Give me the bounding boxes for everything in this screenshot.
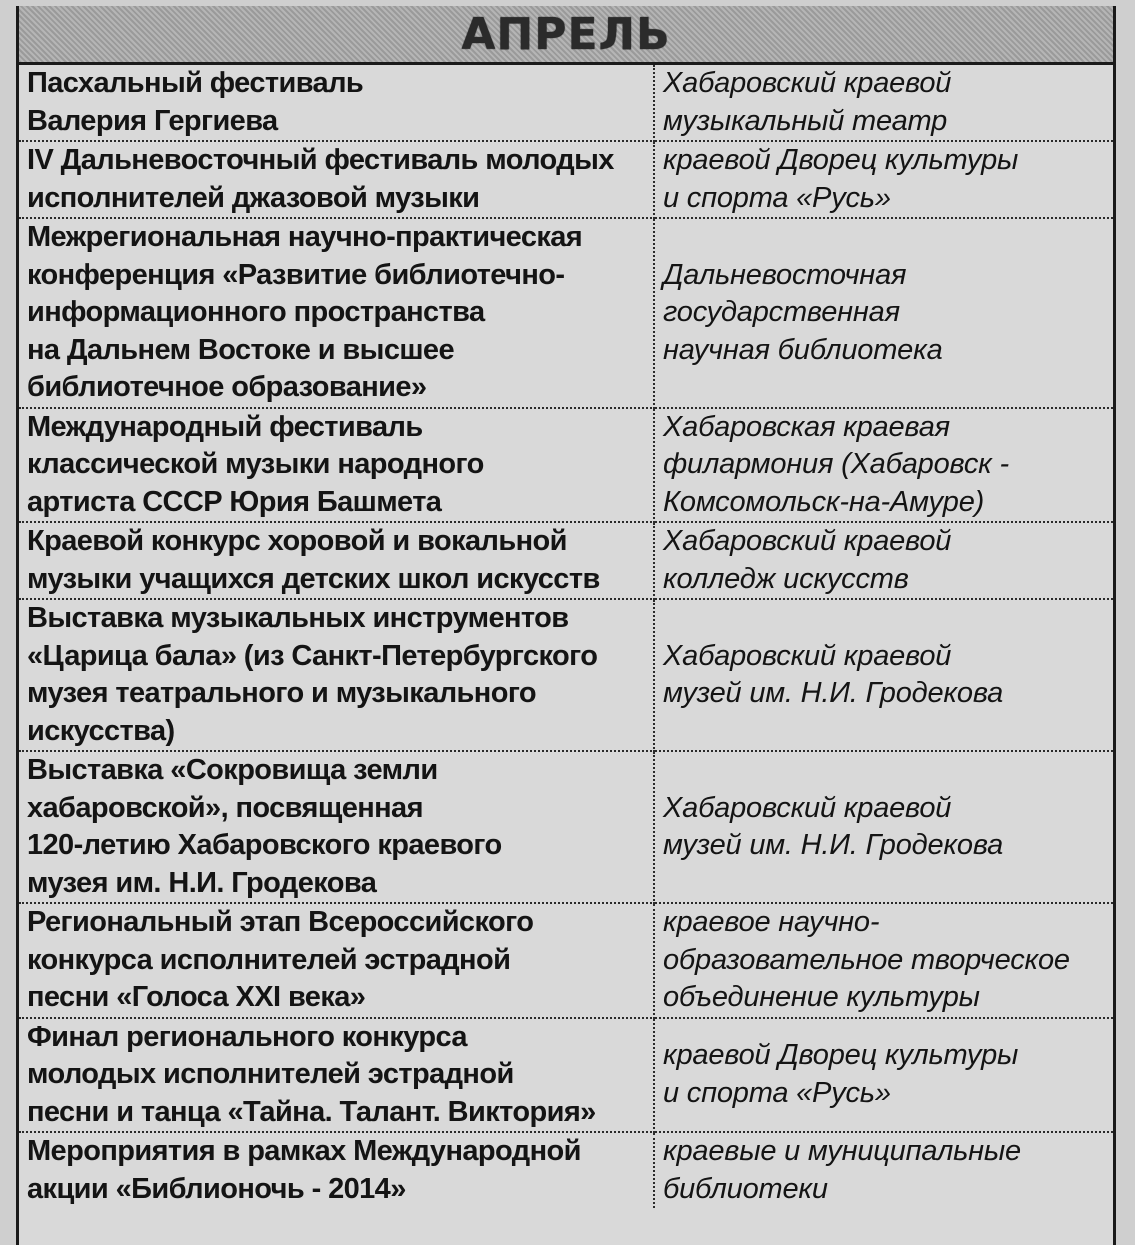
table-row	[19, 408, 1113, 523]
event-name: Международный фестиваль классической музыки народного артиста СССР Юрия Башмета	[19, 408, 654, 523]
table-row	[19, 751, 1113, 903]
month-title: АПРЕЛЬ	[461, 8, 671, 60]
event-name: Выставка «Сокровища земли хабаровской», посвященная 120-летию Хабаровского краевого музея им. Н.И. Гродекова	[19, 751, 654, 903]
event-venue: Хабаровский краевой колледж искусств	[654, 522, 1113, 599]
table-row	[19, 522, 1113, 599]
event-venue: краевые и муниципальные библиотеки	[663, 1135, 1021, 1205]
month-header	[19, 6, 1113, 65]
event-venue: Хабаровский краевой музей им. Н.И. Гродекова	[654, 599, 1113, 751]
event-venue: краевой Дворец культуры и спорта «Русь»	[654, 141, 1113, 218]
events-table	[19, 65, 1113, 1208]
event-name: Финал регионального конкурса молодых исполнителей эстрадной песни и танца «Тайна. Талант. Виктория»	[19, 1018, 654, 1133]
table-row	[19, 65, 1113, 141]
table-row	[19, 218, 1113, 408]
table-row	[19, 141, 1113, 218]
table-row	[19, 903, 1113, 1018]
event-name: Межрегиональная научно-практическая конференция «Развитие библиотечно- информационного пространства на Дальнем Востоке и высшее библиотечное образование»	[19, 218, 654, 408]
event-venue: Хабаровский краевой музыкальный театр	[654, 65, 1113, 141]
event-name: Пасхальный фестиваль Валерия Гергиева	[19, 65, 654, 141]
event-name: Мероприятия в рамках Международной акции «Библионочь - 2014»	[19, 1132, 654, 1208]
event-name: Выставка музыкальных инструментов «Царица бала» (из Санкт-Петербургского музея театрального и музыкального искусства)	[19, 599, 654, 751]
event-venue: Хабаровский краевой музей им. Н.И. Гродекова	[654, 751, 1113, 903]
table-row	[19, 1132, 1113, 1208]
event-name: Краевой конкурс хоровой и вокальной музыки учащихся детских школ искусств	[19, 522, 654, 599]
table-row	[19, 1018, 1113, 1133]
events-schedule	[16, 6, 1116, 1245]
event-name: IV Дальневосточный фестиваль молодых исполнителей джазовой музыки	[19, 141, 654, 218]
event-venue: Хабаровская краевая филармония (Хабаровск - Комсомольск-на-Амуре)	[654, 408, 1113, 523]
event-venue: краевое научно- образовательное творческое объединение культуры	[654, 903, 1113, 1018]
event-venue: Дальневосточная государственная научная библиотека	[654, 218, 1113, 408]
event-name: Региональный этап Всероссийского конкурса исполнителей эстрадной песни «Голоса XXI века»	[19, 903, 654, 1018]
event-venue: краевой Дворец культуры и спорта «Русь»	[654, 1018, 1113, 1133]
table-row	[19, 599, 1113, 751]
